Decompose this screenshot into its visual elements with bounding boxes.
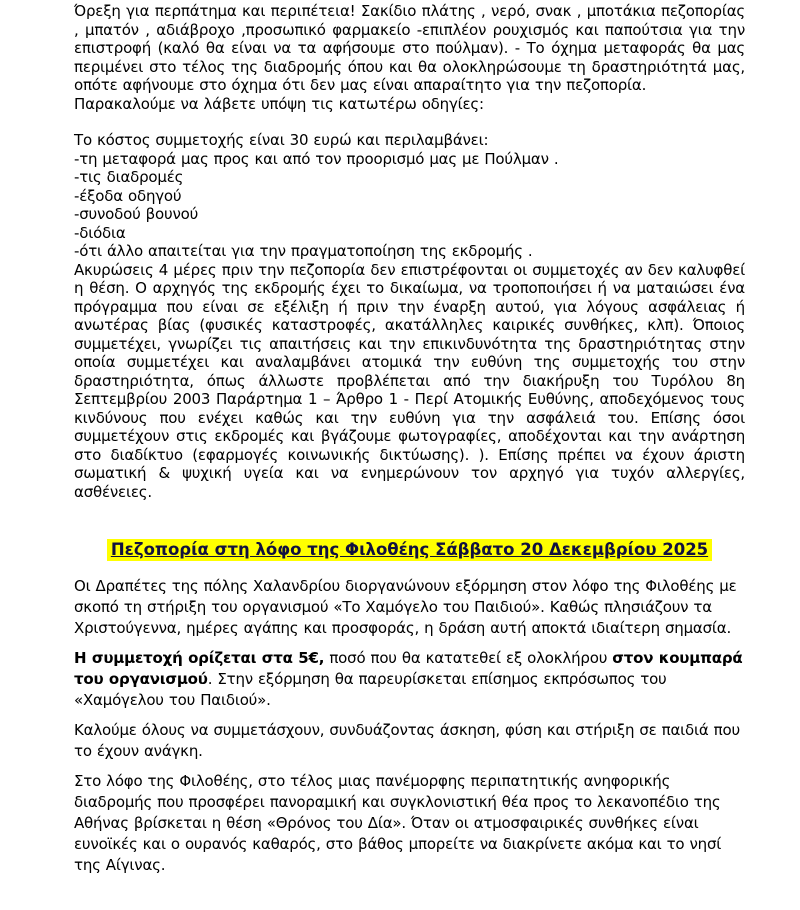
cost-item-mountain-guide: -συνοδού βουνού [74, 205, 199, 223]
fee-text-rest: . Στην εξόρμηση θα παρευρίσκεται επίσημος εκπρόσωπος του «Χαμόγελου του Παιδιού». [74, 670, 667, 709]
event-title-highlight: Πεζοπορία στη λόφο της Φιλοθέης Σάββατο 20 Δεκεμβρίου 2025 [107, 539, 712, 561]
notice-line: Παρακαλούμε να λάβετε υπόψη τις κατωτέρω οδηγίες: [74, 94, 484, 113]
event-intro-paragraph: Οι Δραπέτες της πόλης Χαλανδρίου διοργανώνουν εξόρμηση στον λόφο της Φιλοθέης με σκοπό τη στήριξη του οργανισμού «Το Χαμόγελο του Παιδιού». Καθώς πλησιάζουν τα Χριστούγεννα, ημέρες αγάπης και προσφοράς, η δράση αυτή αποκτά ιδιαίτερη σημασία. [74, 577, 737, 637]
cost-item-routes: -τις διαδρομές [74, 168, 184, 186]
terms-paragraph: Ακυρώσεις 4 μέρες πριν την πεζοπορία δεν επιστρέφονται οι συμμετοχές αν δεν καλυφθεί η θέση. Ο αρχηγός της εκδρομής έχει το δικαίωμα, να τροποποιήσει ή να ματαιώσει ένα πρόγραμμα που είναι σε εξέλιξη ή πριν την έναρξη αυτού, για λόγους ασφάλειας ή ανωτέρας βίας (φυσικές καταστροφές, ακατάλληλες καιρικές συνθήκες, κλπ). Όποιος συμμετέχει, γνωρίζει τις απαιτήσεις και την επικινδυνότητα της δραστηριότητας στην οποία συμμετέχει και αναλαμβάνει ατομικά την ευθύνη της συμμετοχής του στην δραστηριότητα, όπως άλλωστε προβλέπεται από την διακήρυξη του Τυρόλου 8η Σεπτεμβρίου 2003 Παράρτημα 1 – Άρθρο 1 - Περί Ατομικής Ευθύνης, αποδεχόμενος τους κινδύνους που ενέχει καθώς και την ευθύνη για την ασφάλειά του. Επίσης όσοι συμμετέχουν στις εκδρομές και βγάζουμε φωτογραφίες, αποδέχονται και την ανάρτηση στο διαδίκτυο (εφαρμογές κοινωνικής δικτύωσης). ). Επίσης πρέπει να έχουν άριστη σωματική & ψυχική υγεία και να ενημερώνουν τον αρχηγό για τυχόν αλλεργίες, ασθένειες. [74, 260, 745, 501]
fee-target-bold: στον κουμπαρά του οργανισμού [74, 649, 743, 688]
fee-amount-bold: Η συμμετοχή ορίζεται στα 5€, [74, 649, 325, 667]
fee-text-mid: ποσό που θα κατατεθεί εξ ολοκλήρου [324, 649, 613, 667]
cost-heading: Το κόστος συμμετοχής είναι 30 ευρώ και περιλαμβάνει: [74, 131, 489, 149]
cost-item-tolls: -διόδια [74, 223, 126, 242]
location-paragraph: Στο λόφο της Φιλοθέης, στο τέλος μιας πανέμορφης περιπατητικής ανηφορικής διαδρομής που προσφέρει πανοραμική και συγκλονιστική θέα προς το λεκανοπέδιο της Αθήνας βρίσκεται η θέση «Θρόνος του Δία». Όταν οι ατμοσφαιρικές συνθήκες είναι ευνοϊκές και ο ουρανός καθαρός, στο βάθος μπορείτε να διακρίνετε ακόμα και το νησί της Αίγινας. [74, 772, 722, 874]
intro-paragraph: Όρεξη για περπάτημα και περιπέτεια! Σακίδιο πλάτης , νερό, σνακ , μποτάκια πεζοπορίας , μπατόν , αδιάβροχο ,προσωπικό φαρμακείο -επιπλέον ρουχισμός και παπούτσια για την επιστροφή (καλό θα είναι να τα αφήσουμε στο πούλμαν). - Το όχημα μεταφοράς θα μας περιμένει στο τέλος της διαδρομής όπου και θα ολοκληρώσουμε τη δραστηριότητά μας, οπότε αφήνουμε στο όχημα ότι δεν μας είναι απαραίτητο για την πεζοπορία. [74, 2, 745, 94]
fee-paragraph [74, 648, 745, 711]
event-title [74, 537, 745, 563]
cost-item-driver: -έξοδα οδηγού [74, 186, 182, 205]
cost-item-other: -ότι άλλο απαιτείται για την πραγματοποίηση της εκδρομής . [74, 242, 533, 260]
call-to-action-paragraph: Καλούμε όλους να συμμετάσχουν, συνδυάζοντας άσκηση, φύση και στήριξη σε παιδιά που το έχουν ανάγκη. [74, 721, 740, 760]
cost-item-transport: -τη μεταφορά μας προς και από τον προορισμό μας με Πούλμαν . [74, 149, 559, 168]
